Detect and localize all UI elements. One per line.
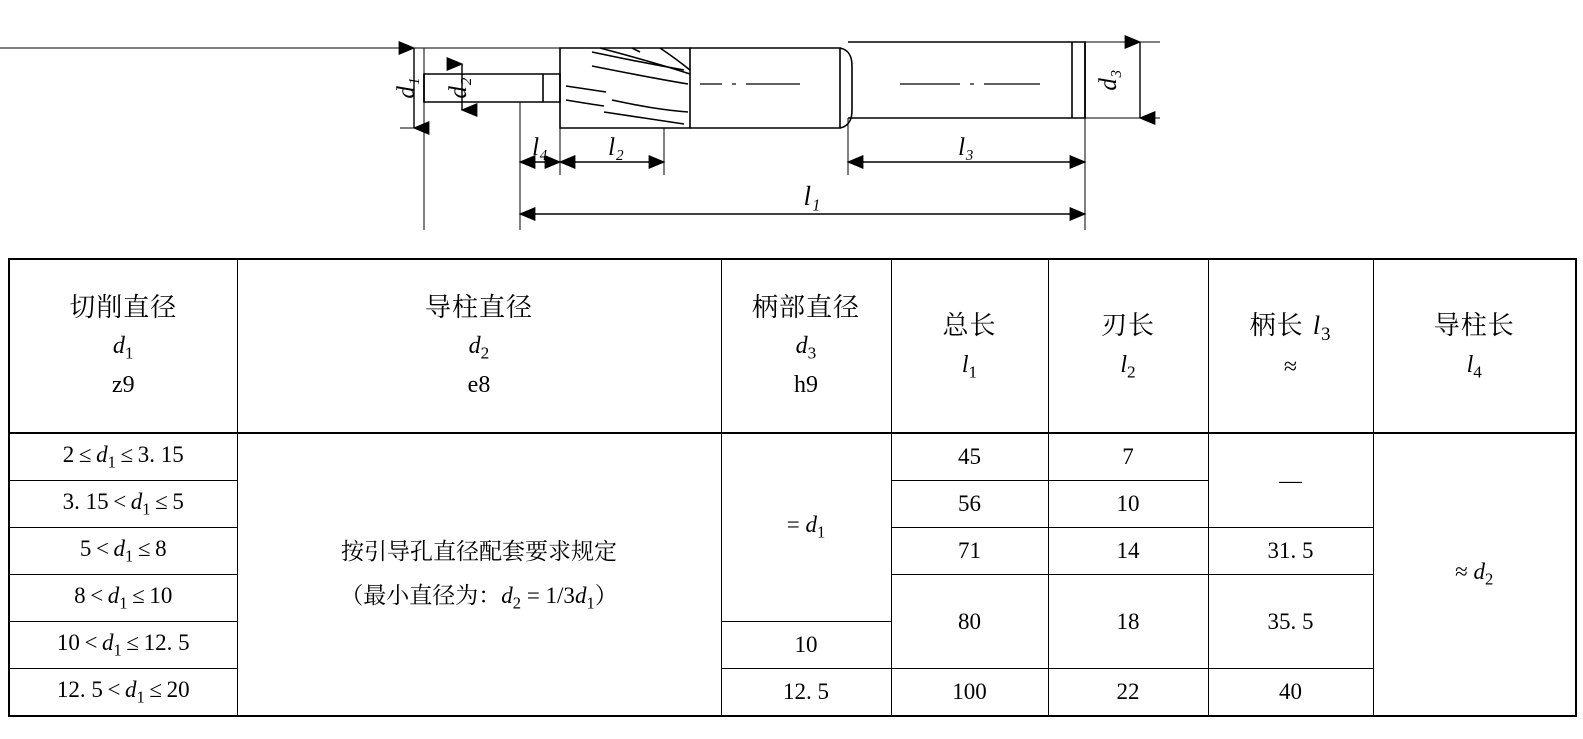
header-cell-d3: 柄部直径 $d_3$ h9 [721, 259, 891, 433]
cell-d1-range: 12. $5 < d_1 \le 20$ [9, 669, 237, 717]
cell-d1-range: $2 \le d_1 \le 3$. 15 [9, 433, 237, 481]
cell-l2: 10 [1048, 481, 1208, 528]
header-cell-l3: 柄长 $l_3$ ≈ [1208, 259, 1373, 433]
header-d2-title: 导柱直径 [424, 292, 533, 323]
extension-lines [0, 42, 1160, 230]
cell-d1-range: $8 < d_1 \le 10$ [9, 575, 237, 622]
label-d3: d₃ [1095, 69, 1122, 91]
cell-d3: 12. 5 [721, 669, 891, 717]
header-d3-title: 柄部直径 [751, 292, 860, 323]
header-cell-l2: 刃长 $l_2$ [1048, 259, 1208, 433]
label-l2: l₂ [608, 134, 624, 161]
tool-body [424, 42, 1085, 128]
label-l4: l₄ [532, 134, 548, 161]
header-cell-d1: 切削直径 $d_1$ z9 [9, 259, 237, 433]
table-row [9, 433, 1576, 481]
cell-l1: 71 [891, 528, 1048, 575]
cell-l1: 100 [891, 669, 1048, 717]
cell-d1-range: $5 < d_1 \le 8$ [9, 528, 237, 575]
label-l1: l₁ [803, 181, 821, 211]
cell-l3: 40 [1208, 669, 1373, 717]
header-d1-tolerance: z9 [111, 372, 135, 399]
header-l4-title: 导柱长 [1433, 311, 1515, 342]
header-cell-l4: 导柱长 $l_4$ [1373, 259, 1576, 433]
header-l2-title: 刃长 [1100, 311, 1155, 342]
d2-note-line1: 按引导孔直径配套要求规定 [341, 539, 617, 565]
cell-d3: 10 [721, 622, 891, 669]
drawing-svg [0, 0, 1583, 258]
cell-l4-value: ≈ $d_2$ [1373, 433, 1576, 716]
header-l1-title: 总长 [942, 311, 997, 342]
header-l3-approx: ≈ [1283, 353, 1298, 380]
cell-l2: 14 [1048, 528, 1208, 575]
tool-drawing [0, 0, 1583, 258]
d2-note-line2: （最小直径为：$d_2 = 1/3d_1$） [340, 582, 618, 613]
cell-d2-note [237, 433, 721, 716]
label-d1: d₁ [393, 77, 420, 99]
header-d1-title: 切削直径 [69, 292, 178, 323]
cell-l1: 45 [891, 433, 1048, 481]
cell-d1-range: 3. $15 < d_1 \le 5$ [9, 481, 237, 528]
cell-l2: 7 [1048, 433, 1208, 481]
header-d3-tolerance: h9 [794, 372, 818, 399]
cell-l3: 35. 5 [1208, 575, 1373, 669]
header-cell-l1: 总长 $l_1$ [891, 259, 1048, 433]
header-cell-d2: 导柱直径 $d_2$ e8 [237, 259, 721, 433]
cell-l2: 18 [1048, 575, 1208, 669]
cell-l2: 22 [1048, 669, 1208, 717]
label-l3: l₃ [958, 134, 974, 161]
cell-l1: 56 [891, 481, 1048, 528]
spec-table [8, 258, 1577, 717]
cell-l1: 80 [891, 575, 1048, 669]
label-d2: d₂ [445, 77, 472, 99]
cell-d3-eq-d1: = $d_1$ [721, 433, 891, 622]
table-header-row [9, 259, 1576, 433]
header-d2-tolerance: e8 [467, 372, 491, 399]
cell-l3-dash: — [1208, 433, 1373, 528]
cell-d1-range: $10 < d_1 \le 12$. 5 [9, 622, 237, 669]
cell-l3: 31. 5 [1208, 528, 1373, 575]
